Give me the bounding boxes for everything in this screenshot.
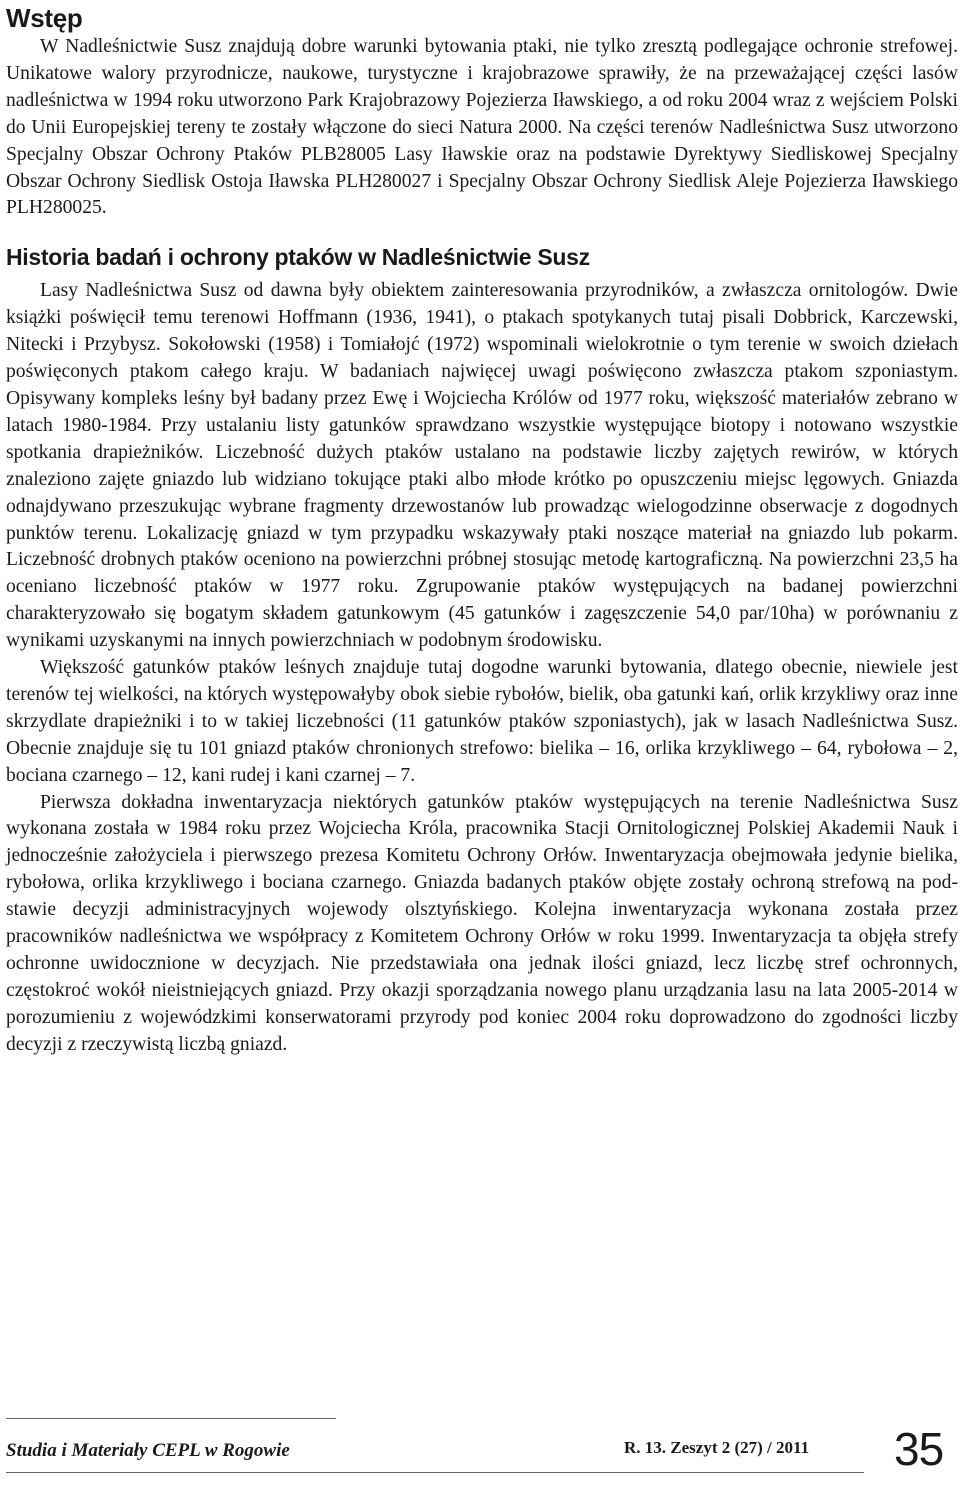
footer-rule-bottom [6, 1472, 864, 1473]
journal-name: Studia i Materiały CEPL w Rogowie [6, 1440, 290, 1461]
history-paragraph-2: Większość gatunków ptaków leśnych znajduje tutaj dogodne warunki bytowania, dlatego obecnie, niewiele jest terenów tej wielkości, na których występowałyby obok siebie rybołów, bielik, oba gatunki kań, orlik krzykliwy oraz inne skrzydlate drapieżniki i to w takiej liczebności (11 gatunków ptaków szponiastych), jak w lasach Nadleśnictwa Susz. Obecnie znajduje się tu 101 gniazd ptaków chronionych strefowo: bielika – 16, orlika krzykliwego – 64, rybołowa – 2, bociana czarnego – 12, kani rudej i kani czarnej – 7. [6, 657, 958, 786]
section-title-intro: Wstęp [6, 3, 83, 33]
section-title-history: Historia badań i ochrony ptaków w Nadleśnictwie Susz [6, 244, 590, 271]
page-content [6, 0, 958, 1059]
issue-info: R. 13. Zeszyt 2 (27) / 2011 [624, 1438, 810, 1457]
page-footer [6, 1418, 956, 1478]
history-paragraph-3: Pierwsza dokładna inwentaryzacja niektórych gatunków ptaków występujących na terenie Nadleśnictwa Susz wykonana została w 1984 roku przez Wojciecha Króla, pracownika Stacji Ornitologicznej Polskiej Akademii Nauk i jednocześnie założyciela i pierwszego prezesa Komitetu Ochrony Orłów. Inwentaryzacja obejmowała jedynie bielika, rybołowa, orlika krzykliwego i bociana czarnego. Gniazda badanych ptaków objęte zostały ochroną strefową na podstawie decyzji administracyjnych wojewody olsztyńskiego. Kolejna inwentaryzacja wykonana została przez pracowników nadleśnictwa we współpracy z Komitetem Ochrony Orłów w roku 1999. Inwentaryzacja ta objęła strefy ochronne uwidocznione w decyzjach. Nie przedstawiała ona jednak ilości gniazd, lecz liczbę stref ochronnych, częstokroć wokół nieistniejących gniazd. Przy okazji sporządzania nowego planu urządzania lasu na lata 2005-2014 w porozumieniu z wojewódzkimi konserwatorami przyrody pod koniec 2004 roku doprowadzono do zgodności liczby decyzji z rzeczywistą liczbą gniazd. [6, 791, 958, 1055]
page-number: 35 [894, 1423, 944, 1475]
footer-rule-top [6, 1418, 336, 1419]
intro-paragraph: W Nadleśnictwie Susz znajdują dobre warunki bytowania ptaki, nie tylko zresztą podlegające ochronie strefowej. Unikatowe walory przyrodnicze, naukowe, turystyczne i krajobrazowe sprawiły, że na przeważającej części lasów nadleśnictwa w 1994 roku utworzono Park Krajobrazowy Pojezierza Iławskiego, a od roku 2004 wraz z wejściem Polski do Unii Europejskiej tereny te zostały włączone do sieci Natura 2000. Na części terenów Nadleśnictwa Susz utworzono Specjalny Obszar Ochrony Ptaków PLB28005 Lasy Iławskie oraz na podstawie Dyrektywy Siedliskowej Specjalny Obszar Ochrony Siedlisk Ostoja Iławska PLH280027 i Specjalny Obszar Ochrony Siedlisk Aleje Pojezierza Iławskiego PLH280025. [6, 36, 958, 219]
history-paragraph-1: Lasy Nadleśnictwa Susz od dawna były obiektem zainteresowania przyrodników, a zwłaszcza ornitologów. Dwie książki poświęcił temu terenowi Hoffmann (1936, 1941), o ptakach spotykanych tutaj pisali Dobbrick, Karczewski, Nitecki i Przybysz. Sokołowski (1958) i Tomiałojć (1972) wspominali wielokrotnie o tym terenie w swoich dziełach poświęconych ptakom całego kraju. W badaniach najwięcej uwagi poświęcono zwłaszcza ptakom szponiastym. Opisywany kompleks leśny był badany przez Ewę i Wojciecha Królów od 1977 roku, większość materiałów zebrano w latach 1980-1984. Przy ustalaniu listy gatunków sprawdzano wszystkie występujące biotopy i notowano wszystkie spotkania drapieżników. Liczebność dużych ptaków ustalano na podstawie liczby zajętych rewirów, w których znaleziono zajęte gniazdo lub widziano tokujące ptaki albo młode krótko po opuszczeniu miejsc lęgowych. Gniazda odnajdywano przeszukując wybrane fragmenty drzewostanów lub prowadząc wielogodzinne obserwacje z dogodnych punktów terenu. Lokalizację gniazd w tym przypadku wskazywały ptaki noszące materiał na gniazdo lub pokarm. Liczebność drobnych ptaków oceniono na powierzchni próbnej stosując metodę kartograficzną. Na powierzchni 23,5 ha oceniano liczebność ptaków w 1977 roku. Zgrupowanie ptaków występujących na badanej powierzchni charakteryzowało się bogatym składem gatunkowym (45 gatunków i zagęszczenie 54,0 par/10ha) w porównaniu z wynikami uzyskanymi na innych powierzchniach w podobnym środowisku. [6, 280, 958, 652]
